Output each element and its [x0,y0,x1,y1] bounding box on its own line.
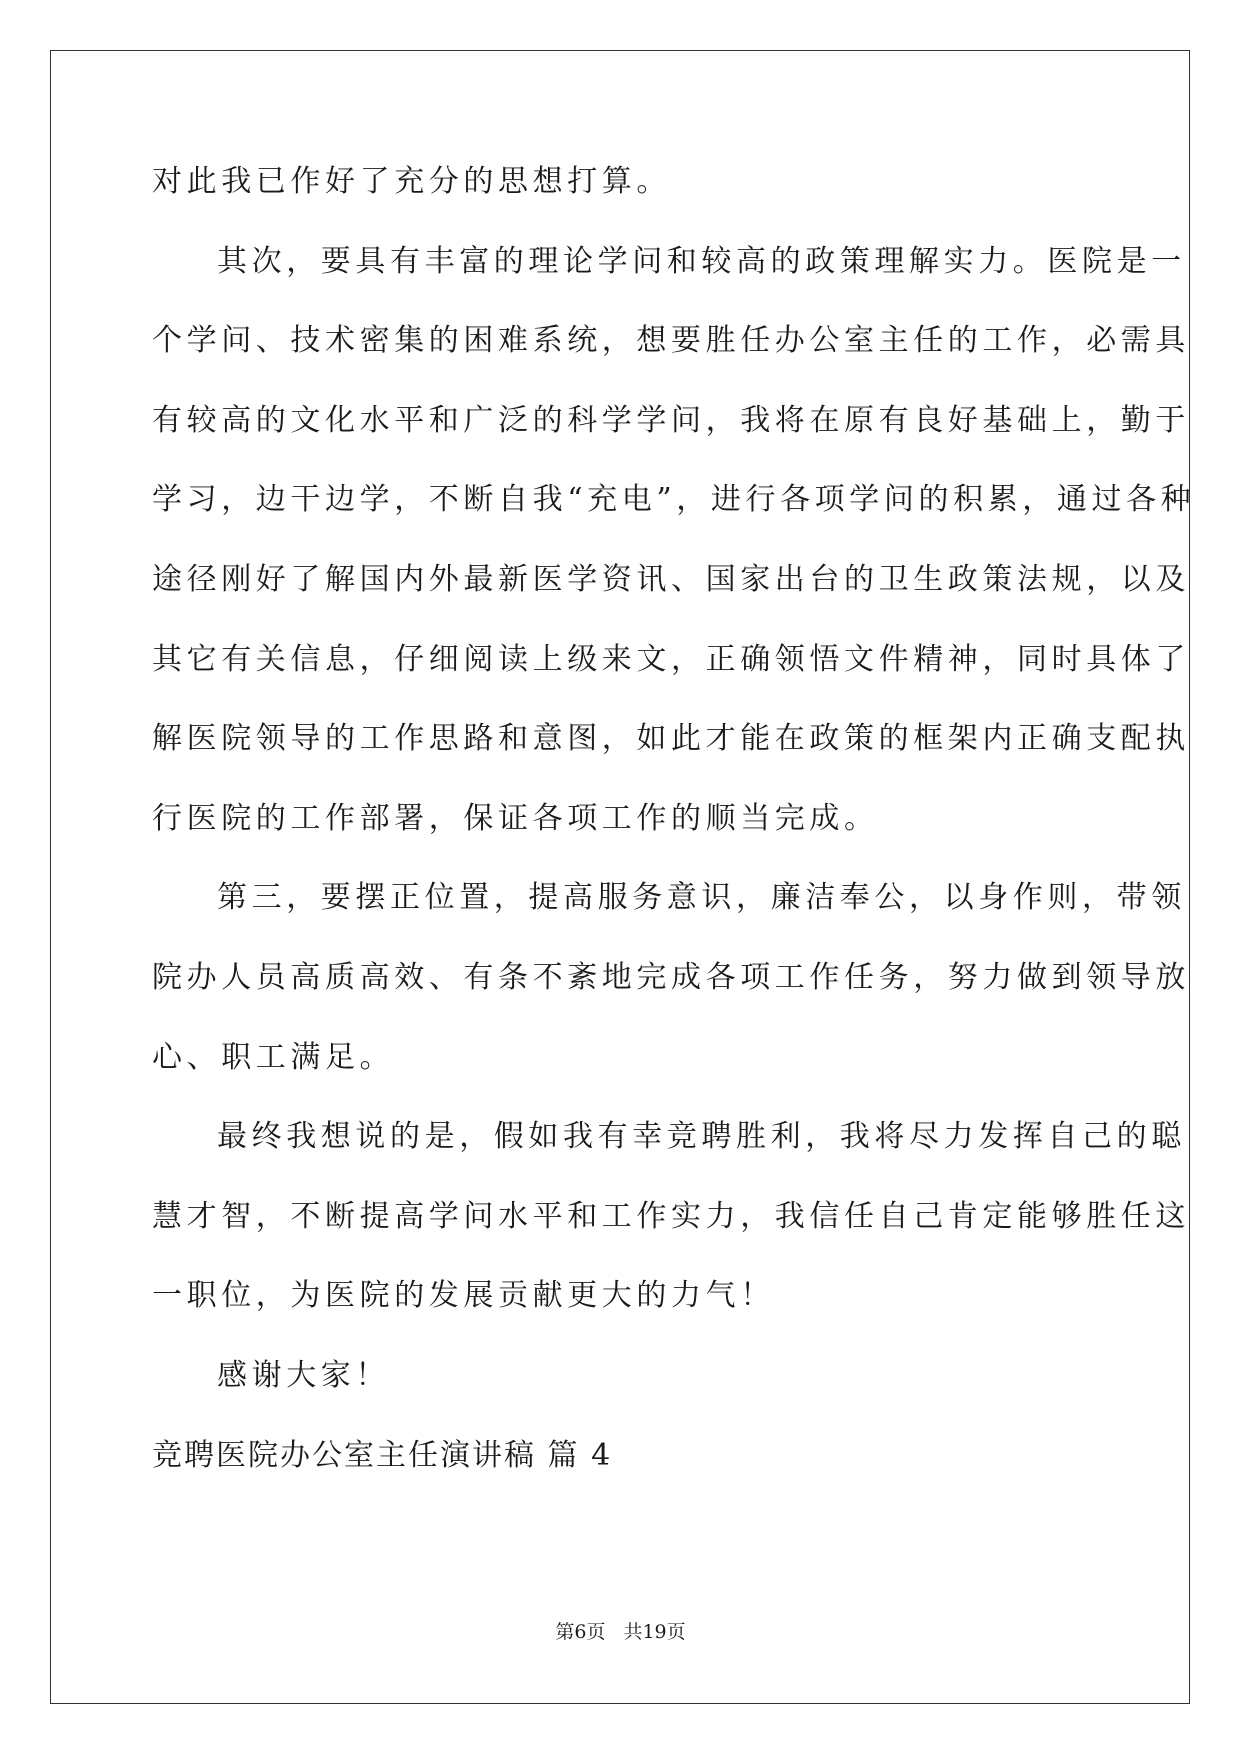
paragraph-start-line: 最终我想说的是，假如我有幸竞聘胜利，我将尽力发挥自己的聪 [217,1119,1186,1155]
text-line: 个学问、技术密集的困难系统，想要胜任办公室主任的工作，必需具 [152,323,1190,359]
closing-line: 感谢大家！ [217,1357,390,1393]
text-line: 其它有关信息，仔细阅读上级来文，正确领悟文件精神，同时具体了 [152,641,1190,677]
page-footer [0,1617,1241,1644]
page-total: 共19页 [623,1621,686,1643]
paragraph-start-line: 其次，要具有丰富的理论学问和较高的政策理解实力。医院是一 [217,243,1186,279]
text-line: 途径刚好了解国内外最新医学资讯、国家出台的卫生政策法规，以及 [152,561,1190,597]
text-line: 慧才智，不断提高学问水平和工作实力，我信任自己肯定能够胜任这 [152,1198,1190,1234]
text-line: 行医院的工作部署，保证各项工作的顺当完成。 [152,800,879,836]
text-line: 学习，边干边学，不断自我“充电”，进行各项学问的积累，通过各种 [152,482,1196,518]
text-line: 解医院领导的工作思路和意图，如此才能在政策的框架内正确支配执 [152,721,1190,757]
text-line: 有较高的文化水平和广泛的科学学问，我将在原有良好基础上，勤于 [152,402,1190,438]
text-line: 一职位，为医院的发展贡献更大的力气！ [152,1278,775,1314]
text-line: 院办人员高质高效、有条不紊地完成各项工作任务，努力做到领导放 [152,959,1190,995]
text-line: 心、职工满足。 [152,1039,395,1075]
paragraph-start-line: 第三，要摆正位置，提高服务意识，廉洁奉公，以身作则，带领 [217,880,1186,916]
section-heading: 竞聘医院办公室主任演讲稿 篇 4 [152,1437,613,1473]
page-number: 第6页 [555,1621,606,1643]
document-body [152,164,1196,1517]
text-line: 对此我已作好了充分的思想打算。 [152,164,671,199]
